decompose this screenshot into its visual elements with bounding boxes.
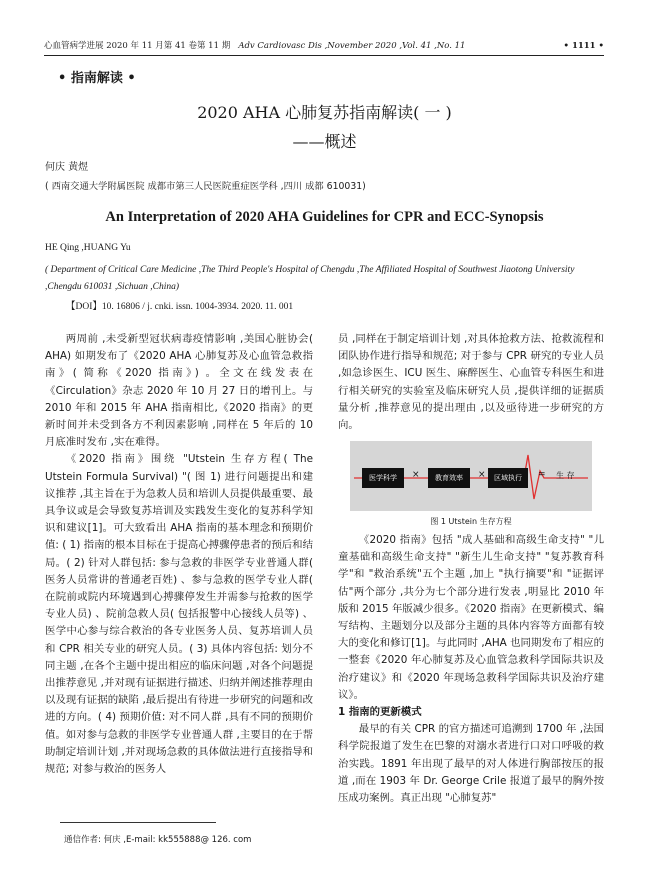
- paragraph: 《2020 指南》包括 "成人基础和高级生命支持" "儿童基础和高级生命支持" "新生儿生命支持" "复苏教育科学"和 "救治系统"五个主题 ,加上 "执行摘要"和 "证据评估"两个部分 ,共分为七个部分进行发表 ,明显比 2010 年版和 2015 年版减少很多。《2020 指南》在更新模式、编写结构、主题划分以及部分主题的具体内容等方面都有较大的变化和修订[1]。与此同时 ,AHA 也同期发布了相应的一整套《2020 年心肺复苏及心血管急救科学国际共识及治疗建议》和《2020 年现场急救科学国际共识及治疗建议》。: [338, 534, 604, 701]
- article-title-line1: 2020 AHA 心肺复苏指南解读( 一 ): [197, 103, 452, 122]
- english-title: An Interpretation of 2020 AHA Guidelines for CPR and ECC-Synopsis: [105, 209, 544, 225]
- paragraph: 最早的有关 CPR 的官方描述可追溯到 1700 年 ,法国科学院报道了发生在巴黎的对溺水者进行口对口呼吸的救治实践。1891 年出现了最早的对人体进行胸部按压的报道 ,而在 1903 年 Dr. George Crile 报道了最早的胸外按压成功案例。真正出现 "心肺复苏": [338, 723, 604, 805]
- article-title-line2: ——概述: [292, 132, 357, 151]
- multiply-sign: ×: [412, 470, 420, 480]
- figure-utstein-formula: [350, 441, 592, 511]
- result-survival: 生 存: [556, 471, 575, 480]
- journal-citation: [44, 40, 465, 52]
- multiply-sign: ×: [478, 470, 486, 480]
- affiliation-cn: ( 西南交通大学附属医院 成都市第三人民医院重症医学科 ,四川 成都 610031): [45, 181, 366, 192]
- corresponding-author-footnote: 通信作者: 何庆 ,E-mail: kk555888@ 126. com: [64, 835, 252, 845]
- box-educational-efficiency: 教育效率: [428, 468, 470, 488]
- journal-en: Adv Cardiovasc Dis ,November 2020 ,Vol. 41 ,No. 11: [238, 41, 466, 51]
- equals-sign: =: [538, 470, 546, 480]
- paragraph: 《2020 指南》围绕 "Utstein 生存方程( The Utstein Formula Survival) "( 图 1) 进行问题提出和建议推荐 ,其主旨在于为急救人员和培训人员提供最重要、最具争议或是会导致复苏培训及实践发生变化的复苏科学知识和建议[1]。可大致看出 AHA 指南的基本理念和预期价值: ( 1) 指南的根本目标在于提高心搏骤停患者的预后和结局。( 2) 针对人群包括: 参与急救的非医学专业普通人群( 医务人员常讲的普通老百姓) 、参与急救的医学专业人群( 在院前或院内环境遇到心搏骤停发生并需参与抢救的医学专业人员) 、院前急救人员( 包括报警中心接线人员等) 、医学中心参与综合救治的各专业医务人员、复苏培训人员和 CPR 相关专业的研究人员。( 3) 具体内容包括: 划分不同主题 ,在各个主题中提出相应的临床问题 ,对各个问题提出推荐意见 ,并对现有证据进行描述、归纳并阐述推荐理由以及现有证据的缺陷 ,最后提出有待进一步研究的问题和改进的方向。( 4) 预期价值: 对不同人群 ,具有不同的预期价值。如对参与急救的非医学专业普通人群 ,主要目的在于帮助制定培训计划 ,并对现场急救的具体做法进行直接指导和规范; 对参与救治的医务人: [45, 453, 313, 776]
- paragraph: 两周前 ,未受新型冠状病毒疫情影响 ,美国心脏协会( AHA) 如期发布了《2020 AHA 心肺复苏及心血管急救指南》( 简称《2020 指南》) 。全文在线发表在《Circulation》杂志 2020 年 10 月 27 日的增刊上。与 2010 年和 2015 年 AHA 指南相比,《2020 指南》的更新时间并未受到各方不利因素影响 ,同样在 5 年后的 10 月底准时发布 ,实在难得。: [45, 333, 313, 449]
- doi: 【DOI】10. 16806 / j. cnki. issn. 1004-3934. 2020. 11. 001: [66, 302, 294, 312]
- figure-caption: 图 1 Utstein 生存方程: [430, 517, 512, 526]
- box-local-implementation: 区域执行: [488, 468, 528, 488]
- page-number: • 1111 •: [563, 41, 604, 51]
- body-column-right-bottom: [338, 532, 604, 807]
- affiliation-en: ( Department of Critical Care Medicine ,The Third People's Hospital of Chengdu ,The Affiliated Hospital of Southwest Jiaotong University ,Chengdu 610031 ,Sichuan ,China): [45, 265, 575, 292]
- box-medical-science: 医学科学: [362, 468, 404, 488]
- footnote-rule: [60, 822, 216, 823]
- section-heading: 1 指南的更新模式: [338, 706, 422, 719]
- body-column-left: [45, 331, 313, 778]
- authors-cn: 何庆 黄煜: [45, 162, 89, 173]
- journal-cn: 心血管病学进展 2020 年 11 月第 41 卷第 11 期: [44, 41, 231, 51]
- running-header: [44, 40, 604, 52]
- authors-en: HE Qing ,HUANG Yu: [45, 243, 131, 253]
- section-tag: • 指南解读 •: [58, 71, 136, 86]
- body-column-right-top: [338, 331, 604, 434]
- header-rule: [44, 55, 604, 56]
- paragraph: 员 ,同样在于制定培训计划 ,对具体抢救方法、抢救流程和团队协作进行指导和规范; 对于参与 CPR 研究的专业人员 ,如急诊医生、ICU 医生、麻醉医生、心血管专科医生和进行相关研究的实验室及临床研究人员 ,提供详细的证据质量分析 ,推荐意见的提出理由 ,以及亟待进一步研究的方向。: [338, 333, 604, 432]
